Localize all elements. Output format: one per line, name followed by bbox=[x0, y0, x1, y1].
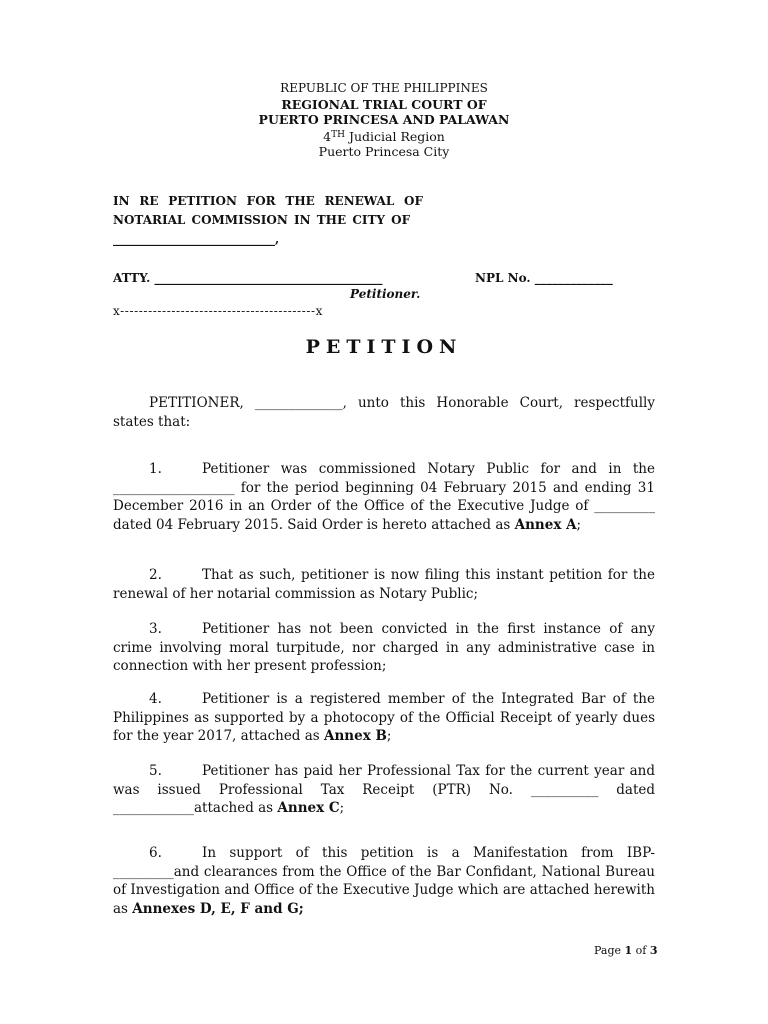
header-court: REGIONAL TRIAL COURT OF bbox=[281, 97, 487, 112]
caption-blank: ___________________________, bbox=[113, 232, 280, 246]
paragraph-text: Petitioner has paid her Professional Tax for the current year and was issued Professional Tax Receipt (PTR) No. __________ dated ____________attached as bbox=[113, 763, 655, 816]
annex-reference: Annex B bbox=[324, 728, 387, 744]
paragraph-text: Petitioner is a registered member of the Integrated Bar of the Philippines as supported by a photocopy of the Official Receipt of yearly dues for the year 2017, attached as bbox=[113, 691, 655, 744]
intro-paragraph bbox=[113, 394, 655, 431]
page-footer bbox=[594, 944, 658, 957]
paragraph-tail: ; bbox=[386, 728, 392, 744]
paragraph-number: 6. bbox=[149, 845, 162, 861]
region-suffix: TH bbox=[331, 130, 345, 140]
paragraph-2 bbox=[113, 566, 655, 603]
intro-text: PETITIONER, _____________, unto this Honorable Court, respectfully states that: bbox=[113, 395, 655, 430]
petitioner-label: Petitioner. bbox=[350, 287, 421, 301]
paragraph-1 bbox=[113, 460, 655, 534]
paragraph-5 bbox=[113, 762, 655, 818]
page-label: Page bbox=[594, 944, 625, 957]
region-text: Judicial Region bbox=[344, 129, 445, 144]
paragraph-number: 3. bbox=[149, 621, 162, 637]
caption-separator: x------------------------------------------x bbox=[113, 304, 324, 318]
paragraph-tail: ; bbox=[576, 516, 582, 533]
paragraph-number: 5. bbox=[149, 763, 162, 779]
paragraph-3 bbox=[113, 620, 655, 676]
paragraph-text: Petitioner has not been convicted in the first instance of any crime involving moral turpitude, nor charged in any administrative case in connection with her present profession; bbox=[113, 621, 655, 674]
paragraph-tail: ; bbox=[339, 800, 345, 816]
npl-number-line: NPL No. _____________ bbox=[475, 271, 613, 285]
document-title: PETITION bbox=[305, 336, 463, 358]
paragraph-number: 1. bbox=[149, 461, 162, 477]
paragraph-number: 4. bbox=[149, 691, 162, 707]
paragraph-number: 2. bbox=[149, 567, 162, 583]
of-label: of bbox=[632, 944, 650, 957]
page-total: 3 bbox=[649, 944, 658, 957]
annex-reference: Annexes D, E, F and G; bbox=[132, 900, 304, 917]
page-number: 1 bbox=[624, 944, 633, 957]
paragraph-4 bbox=[113, 690, 655, 746]
paragraph-text: That as such, petitioner is now filing this instant petition for the renewal of her notarial commission as Notary Public; bbox=[113, 567, 655, 602]
header-city: Puerto Princesa City bbox=[318, 144, 450, 159]
paragraph-text: Petitioner was commissioned Notary Public for and in the __________________ for the period beginning 04 February 2015 and ending 31 December 2016 in an Order of the Office of the Executive Judge of _________ dated 04 February 2015. Said Order is hereto attached as bbox=[113, 461, 655, 533]
paragraph-6 bbox=[113, 844, 655, 918]
annex-reference: Annex A bbox=[514, 516, 577, 533]
paragraph-text: In support of this petition is a Manifestation from IBP-_________and clearances from the Office of the Bar Confidant, National Bureau of Investigation and Office of the Executive Judge which are attached herewith as bbox=[113, 845, 655, 917]
caption-text: IN RE PETITION FOR THE RENEWAL OF NOTARIAL COMMISSION IN THE CITY OF bbox=[113, 194, 423, 227]
region-number: 4 bbox=[323, 129, 332, 144]
header-location: PUERTO PRINCESA AND PALAWAN bbox=[258, 112, 510, 127]
case-caption bbox=[113, 192, 423, 249]
header-republic: REPUBLIC OF THE PHILIPPINES bbox=[280, 81, 488, 95]
attorney-line: ATTY. ______________________________________ bbox=[113, 271, 383, 285]
annex-reference: Annex C bbox=[277, 800, 340, 816]
